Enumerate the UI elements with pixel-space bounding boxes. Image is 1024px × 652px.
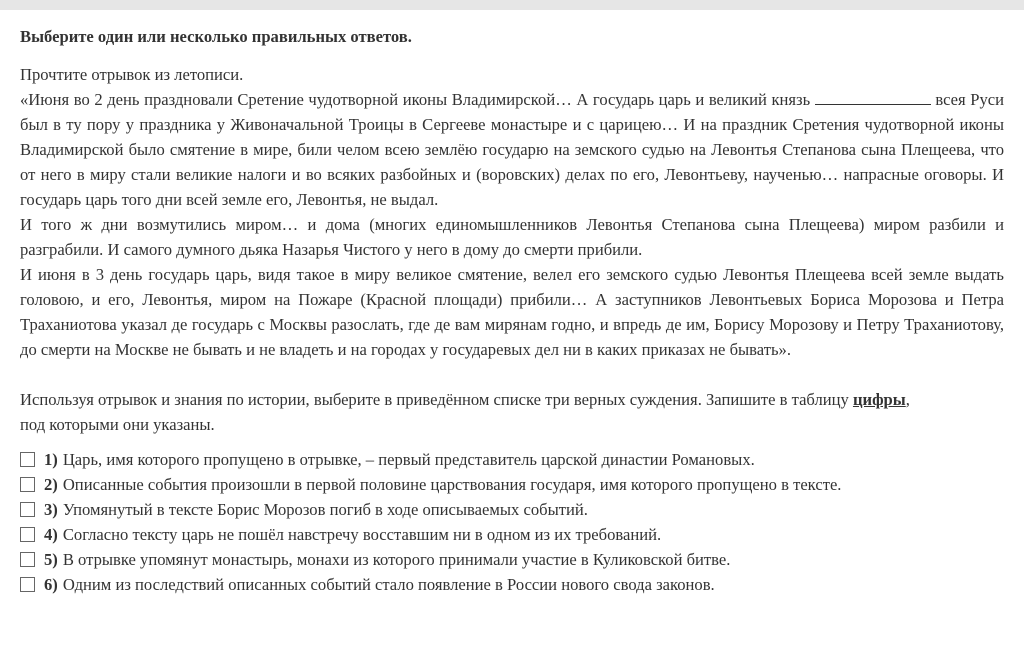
option-number: 5)	[44, 550, 58, 569]
task-text-start: Используя отрывок и знания по истории, выберите в приведённом списке три верных суждения. Запишите в таблицу	[20, 390, 853, 409]
top-strip	[0, 0, 1024, 10]
answer-option-4[interactable]	[20, 522, 1004, 547]
checkbox[interactable]	[20, 477, 35, 492]
instruction: Выберите один или несколько правильных ответов.	[20, 27, 412, 46]
option-text: Описанные события произошли в первой половине царствования государя, имя которого пропущено в тексте.	[62, 475, 842, 494]
checkbox[interactable]	[20, 552, 35, 567]
passage-text: «Июня во 2 день праздновали Сретение чудотворной иконы Владимирской… А государь царь и великий князь	[20, 90, 815, 109]
answer-option-1[interactable]	[20, 447, 1004, 472]
checkbox[interactable]	[20, 452, 35, 467]
checkbox[interactable]	[20, 502, 35, 517]
option-text: Согласно тексту царь не пошёл навстречу восставшим ни в одном из их требований.	[62, 525, 662, 544]
option-text: В отрывке упомянут монастырь, монахи из которого принимали участие в Куликовской битве.	[62, 550, 731, 569]
option-text: Одним из последствий описанных событий стало появление в России нового свода законов.	[62, 575, 715, 594]
answer-option-3[interactable]	[20, 497, 1004, 522]
answer-options	[20, 447, 1004, 597]
option-number: 2)	[44, 475, 58, 494]
option-number: 3)	[44, 500, 58, 519]
option-number: 6)	[44, 575, 58, 594]
answer-option-5[interactable]	[20, 547, 1004, 572]
option-number: 4)	[44, 525, 58, 544]
question-container	[20, 26, 1004, 597]
task-punct: ,	[905, 390, 910, 409]
checkbox[interactable]	[20, 577, 35, 592]
checkbox[interactable]	[20, 527, 35, 542]
missing-name-blank	[815, 88, 931, 105]
option-text: Упомянутый в тексте Борис Морозов погиб в ходе описываемых событий.	[62, 500, 588, 519]
option-number: 1)	[44, 450, 58, 469]
passage-intro: Прочтите отрывок из летописи.	[20, 65, 244, 84]
passage-paragraph-1	[20, 87, 1004, 212]
answer-option-2[interactable]	[20, 472, 1004, 497]
passage-paragraph-2: И того ж дни возмутились миром… и дома (многих единомышленников Левонтья Степанова сына Плещеева) миром разбили и разграбили. И самого думного дьяка Назарья Чистого у него в дому до смерти прибили.	[20, 215, 1004, 259]
task-text	[20, 387, 1004, 412]
passage-text: всея Руси был в ту пору у праздника у Живоначальной Троицы в Сергееве монастыре и с царицею… И на праздник Сретения чудотворной иконы Владимирской было смятение в мире, били челом всею землёю государю на земского судью на Левонтья Степанова сына Плещеева, что от него в миру стали великие налоги и во всяких разбойных и (воровских) делах по его, Левонтьеву, наученью… напрасные оговоры. И государь царь того дни всей земле его, Левонтья, не выдал.	[20, 90, 1004, 209]
passage-paragraph-3: И июня в 3 день государь царь, видя такое в миру великое смятение, велел его земского судью Левонтья Плещеева всей земле выдать головою, и его, Левонтья, миром на Пожаре (Красной площади) прибили… А заступников Левонтьевых Бориса Морозова и Петра Траханиотова указал де государь с Москвы разослать, где де вам мирянам годно, и впредь де им, Борису Морозову и Петру Траханиотову, до смерти на Москве не бывать и не владеть и на городах у государевых дел ни в каких приказах не бывать».	[20, 265, 1004, 359]
task-text-end: под которыми они указаны.	[20, 415, 215, 434]
option-text: Царь, имя которого пропущено в отрывке, – первый представитель царской династии Романовых.	[62, 450, 755, 469]
task-emphasis: цифры	[852, 390, 906, 409]
answer-option-6[interactable]	[20, 572, 1004, 597]
